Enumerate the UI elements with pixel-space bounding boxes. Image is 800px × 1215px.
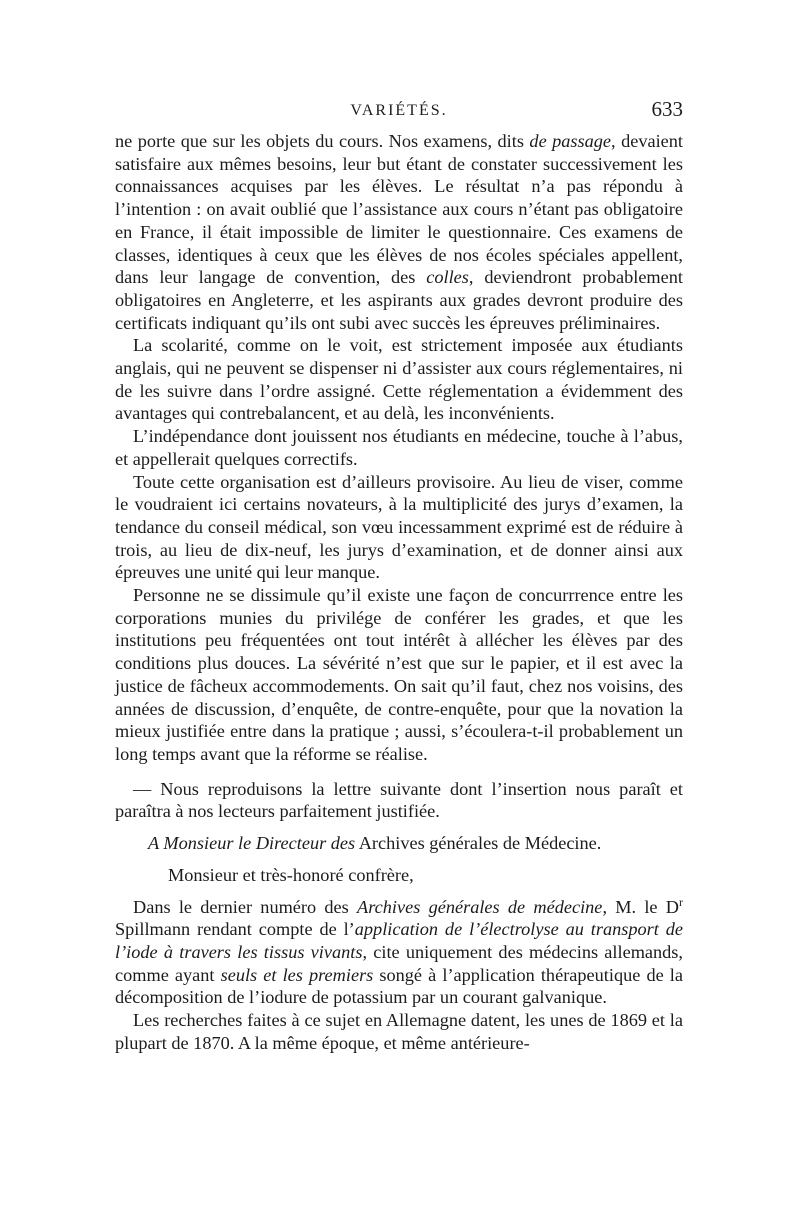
page-number: 633: [651, 97, 683, 121]
text-run: Toute cette organisation est d’ailleurs provisoire. Au lieu de viser, comme le voudraient ici certains novateurs, à la multiplicité des jurys d’examen, la tendance du conseil médical, son vœu incessamment exprimé est de réduire à trois, au lieu de dix-neuf, les jurys d’examination, et de donner ainsi aux épreuves une unité qui leur manque.: [115, 471, 683, 583]
text-run: ne porte que sur les objets du cours. Nos examens, dits: [115, 131, 530, 151]
text-run: Dans le dernier numéro des: [133, 896, 358, 917]
running-head: [115, 96, 683, 126]
text-run: , deviendront probablement obligatoires en Angleterre, et les aspirants aux grades devront produire des certificats indiquant qu’ils ont subi avec succès les épreuves préliminaires.: [115, 267, 683, 333]
italic-text: A Monsieur le Directeur des: [148, 833, 356, 854]
text-run: , devaient satisfaire aux mêmes besoins, leur but étant de constater successivement les connaissances acquises par les élèves. Le résultat n’a pas répondu à l’intention : on avait oublié que l’assistance aux cours n’étant pas obligatoire en France, il était impossible de limiter le questionnaire. Ces examens de classes, identiques à ceux que les élèves de nos écoles spéciales appellent, dans leur langage de convention, des: [115, 131, 683, 288]
body-text: [115, 130, 683, 1054]
letter-address: [115, 832, 683, 855]
paragraph-scolarite: [115, 334, 683, 425]
text-run: songé à l’application thérapeutique de la décomposition de l’iodure de potassium par un courant galvanique.: [115, 964, 683, 1008]
text-run: , cite uniquement des médecins allemands, comme ayant: [115, 941, 683, 985]
text-run: L’indépendance dont jouissent nos étudiants en médecine, touche à l’abus, et appellerait quelques correctifs.: [115, 426, 683, 469]
text-run: Personne ne se dissimule qu’il existe une façon de concurrrence entre les corporations munies du privilége de conférer les grades, et que les institutions peu fréquentées ont tout intérêt à allécher les élèves par des conditions plus douces. La sévérité n’est que sur le papier, et il est avec la justice de fâcheux accommodements. On sait qu’il faut, chez nos voisins, des années de discussion, d’enquête, de contre-enquête, pour que la novation la mieux justifiée entre dans la pratique ; aussi, s’écoulera-t-il probablement un long temps avant que la réforme se réalise.: [115, 585, 683, 764]
running-title: VARIÉTÉS.: [350, 102, 448, 119]
text-run: Archives générales de Médecine.: [355, 833, 602, 854]
letter-salutation: [115, 864, 683, 887]
italic-text: de passage: [529, 131, 612, 151]
text-run: Spillmann rendant compte de l’: [115, 919, 355, 940]
paragraph-passage-exams: [115, 130, 683, 334]
paragraph-concurrence: [115, 584, 683, 766]
paragraph-letter-intro: [115, 778, 683, 823]
italic-text: seuls et les premiers: [220, 964, 374, 985]
paragraph-recherches: [115, 1009, 683, 1054]
paragraph-letter-body: [115, 896, 683, 1010]
text-run: Les recherches faites à ce sujet en Allemagne datent, les unes de 1869 et la plupart de 1870. A la même époque, et même antérieure-: [115, 1010, 683, 1053]
italic-text: Archives générales de médecine: [357, 896, 603, 917]
paragraph-independance: [115, 425, 683, 470]
text-run: — Nous reproduisons la lettre suivante dont l’insertion nous paraît et paraîtra à nos lecteurs parfaitement justifiée.: [115, 778, 683, 822]
text-run: La scolarité, comme on le voit, est strictement imposée aux étudiants anglais, qui ne peuvent se dispenser ni d’assister aux cours réglementaires, ni de les suivre dans l’ordre assigné. Cette réglementation a évidemment des avantages qui contrebalancent, et au delà, les inconvénients.: [115, 335, 683, 424]
text-run: Monsieur et très-honoré confrère,: [168, 864, 414, 885]
superscript-text: r: [679, 894, 683, 909]
text-run: , M. le D: [602, 896, 679, 917]
italic-text: colles: [426, 267, 469, 288]
italic-text: application de l’électrolyse au transport de l’iode à travers les tissus vivants: [115, 919, 683, 962]
paragraph-organisation: [115, 471, 683, 585]
